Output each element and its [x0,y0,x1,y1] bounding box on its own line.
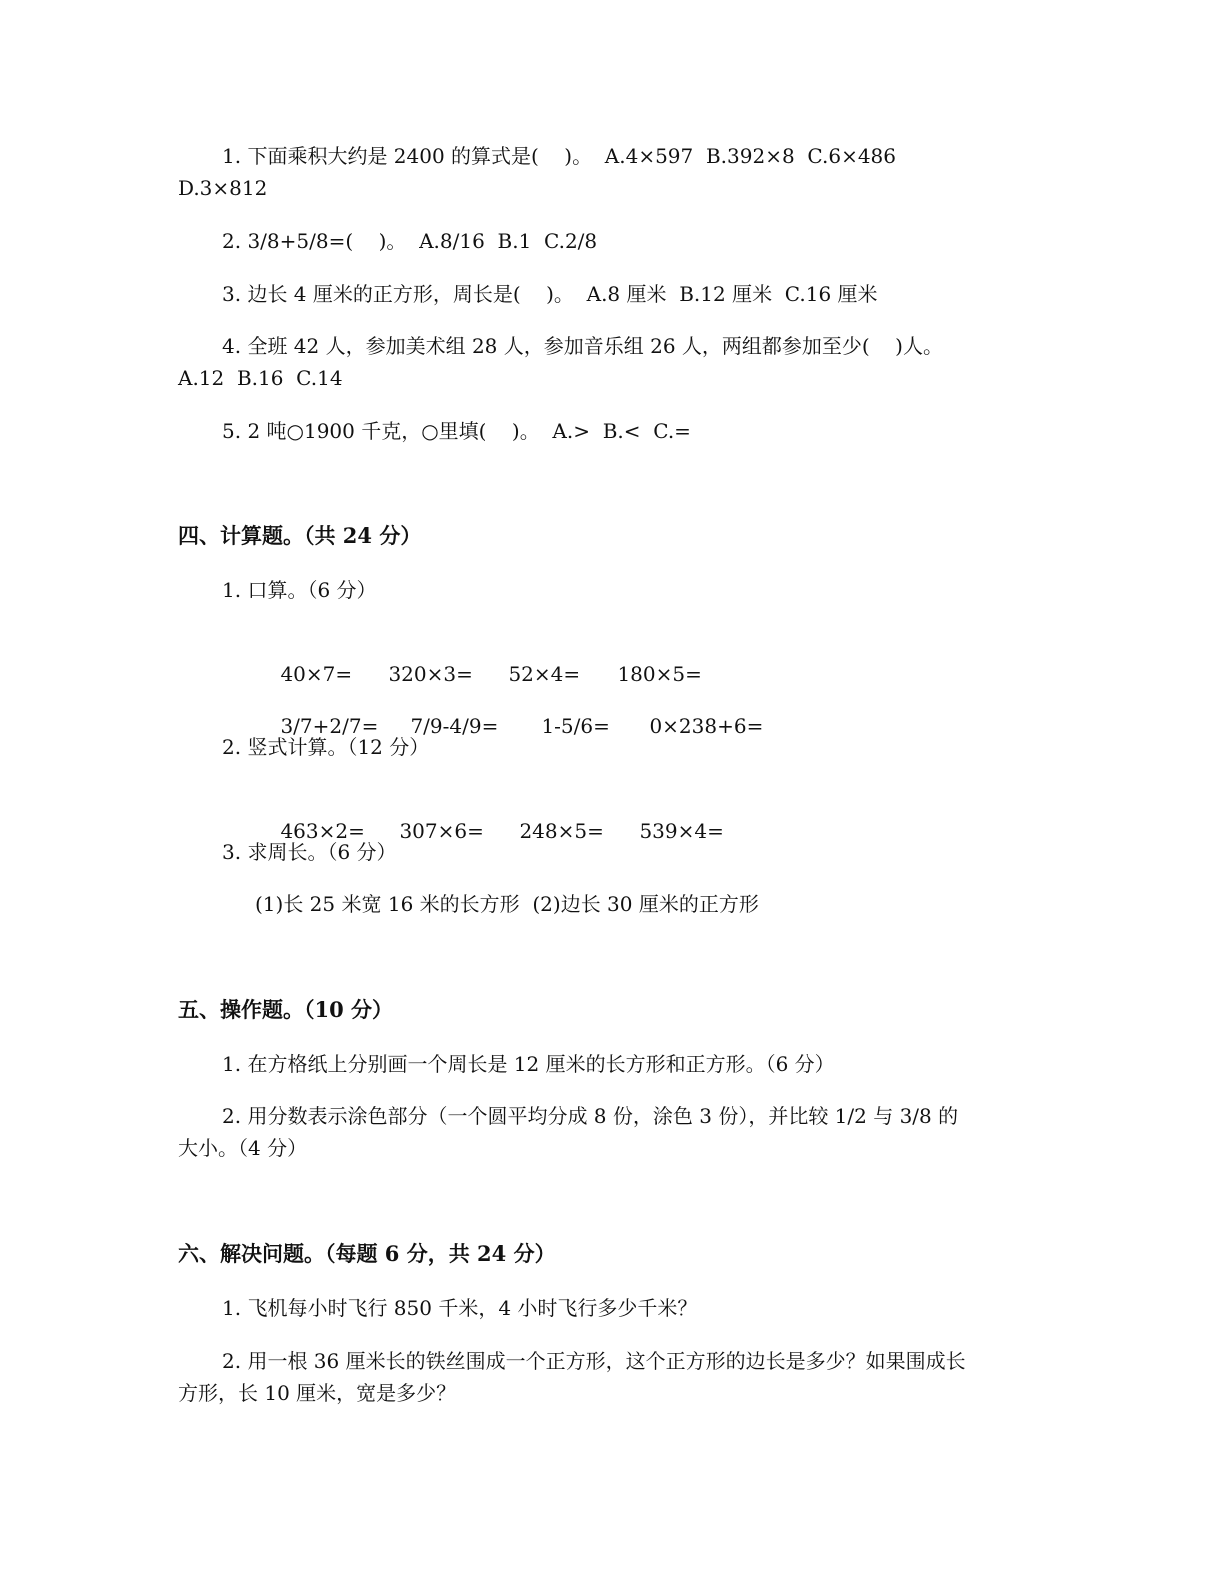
choice-question-4-line1: 4. 全班 42 人，参加美术组 28 人，参加音乐组 26 人，两组都参加至少( )人。 [222,334,943,358]
vertical-calc-item: 248×5= [519,819,604,843]
operation-question-2-line2: 大小。（4 分） [178,1136,308,1160]
problem-question-1: 1. 飞机每小时飞行 850 千米，4 小时飞行多少千米？ [222,1296,698,1320]
perimeter-label: 3. 求周长。（6 分） [222,840,397,864]
oral-calc-item: 0×238+6= [649,714,764,738]
oral-calc-item: 40×7= [280,662,353,686]
choice-question-3: 3. 边长 4 厘米的正方形，周长是( )。 A.8 厘米 B.12 厘米 C.16 厘米 [222,282,878,306]
choice-question-2: 2. 3/8+5/8=( )。 A.8/16 B.1 C.2/8 [222,229,598,253]
oral-calc-label: 1. 口算。（6 分） [222,578,377,602]
section-5-title: 五、操作题。（10 分） [178,997,394,1022]
section-4-title: 四、计算题。（共 24 分） [178,523,422,548]
oral-calc-item: 52×4= [508,662,581,686]
problem-question-2-line1: 2. 用一根 36 厘米长的铁丝围成一个正方形，这个正方形的边长是多少？如果围成长 [222,1349,966,1373]
operation-question-1: 1. 在方格纸上分别画一个周长是 12 厘米的长方形和正方形。（6 分） [222,1052,835,1076]
choice-question-4-line2: A.12 B.16 C.14 [178,366,343,390]
oral-calc-item: 3/7+2/7= [280,714,379,738]
vertical-calc-item: 463×2= [280,819,365,843]
choice-question-1-line1: 1. 下面乘积大约是 2400 的算式是( )。 A.4×597 B.392×8 C.6×486 [222,144,897,168]
perimeter-items: (1)长 25 米宽 16 米的长方形 (2)边长 30 厘米的正方形 [255,892,759,916]
vertical-calc-item: 539×4= [639,819,724,843]
oral-calc-item: 320×3= [388,662,473,686]
section-6-title: 六、解决问题。（每题 6 分，共 24 分） [178,1241,556,1266]
choice-question-1-line2: D.3×812 [178,176,268,200]
vertical-calc-label: 2. 竖式计算。（12 分） [222,735,430,759]
oral-calc-item: 180×5= [617,662,702,686]
oral-calc-item: 1-5/6= [541,714,610,738]
vertical-calc-item: 307×6= [399,819,484,843]
problem-question-2-line2: 方形，长 10 厘米，宽是多少？ [178,1381,457,1405]
operation-question-2-line1: 2. 用分数表示涂色部分（一个圆平均分成 8 份，涂色 3 份），并比较 1/2 与 3/8 的 [222,1104,959,1128]
choice-question-5: 5. 2 吨○1900 千克，○里填( )。 A.> B.< C.= [222,419,691,443]
oral-calc-item: 7/9-4/9= [410,714,499,738]
